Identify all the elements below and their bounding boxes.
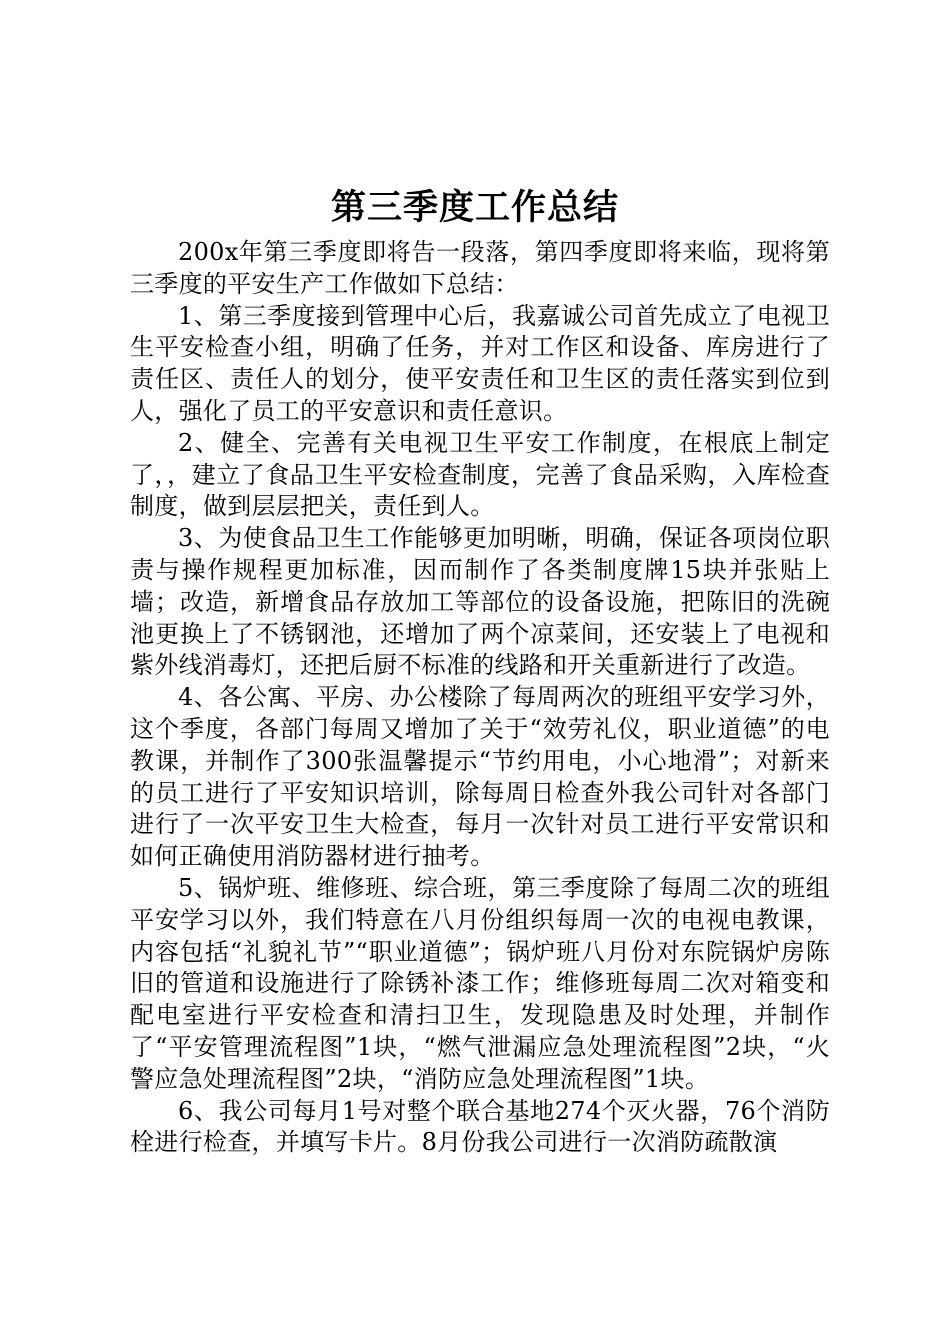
paragraph-item-6: 6、我公司每月1号对整个联合基地274个灭火器，76个消防栓进行检查，并填写卡片。8月份我公司进行一次消防疏散演 (130, 1096, 830, 1157)
document-body (130, 237, 830, 1159)
paragraph-item-2: 2、健全、完善有关电视卫生平安工作制度，在根底上制定了，，建立了食品卫生平安检查制度，完善了食品采购，入库检查制度，做到层层把关，责任到人。 (130, 428, 830, 521)
document-title: 第三季度工作总结 (330, 188, 619, 228)
paragraph-item-4: 4、各公寓、平房、办公楼除了每周两次的班组平安学习外，这个季度，各部门每周又增加了关于“效劳礼仪，职业道德”的电教课，并制作了300张温馨提示“节约用电，小心地滑”；对新来的员工进行了平安知识培训，除每周日检查外我公司针对各部门进行了一次平安卫生大检查，每月一次针对员工进行平安常识和如何正确使用消防器材进行抽考。 (130, 683, 830, 871)
paragraph-intro: 200x年第三季度即将告一段落，第四季度即将来临，现将第三季度的平安生产工作做如下总结： (130, 238, 830, 298)
paragraph-item-1: 1、第三季度接到管理中心后，我嘉诚公司首先成立了电视卫生平安检查小组，明确了任务，并对工作区和设备、库房进行了责任区、责任人的划分，使平安责任和卫生区的责任落实到位到人，强化了员工的平安意识和责任意识。 (130, 301, 830, 425)
paragraph-item-5: 5、锅炉班、维修班、综合班，第三季度除了每周二次的班组平安学习以外，我们特意在八月份组织每周一次的电视电教课，内容包括“礼貌礼节”“职业道德”；锅炉班八月份对东院锅炉房陈旧的管道和设施进行了除锈补漆工作；维修班每周二次对箱变和配电室进行平安检查和清扫卫生，发现隐患及时处理，并制作了“平安管理流程图”1块，“燃气泄漏应急处理流程图”2块，“火警应急处理流程图”2块，“消防应急处理流程图”1块。 (130, 873, 830, 1093)
paragraph-item-3: 3、为使食品卫生工作能够更加明晰，明确，保证各项岗位职责与操作规程更加标准，因而制作了各类制度牌15块并张贴上墙；改造，新增食品存放加工等部位的设备设施，把陈旧的洗碗池更换上了不锈钢池，还增加了两个凉菜间，还安装上了电视和紫外线消毒灯，还把后厨不标准的线路和开关重新进行了改造。 (130, 524, 830, 680)
